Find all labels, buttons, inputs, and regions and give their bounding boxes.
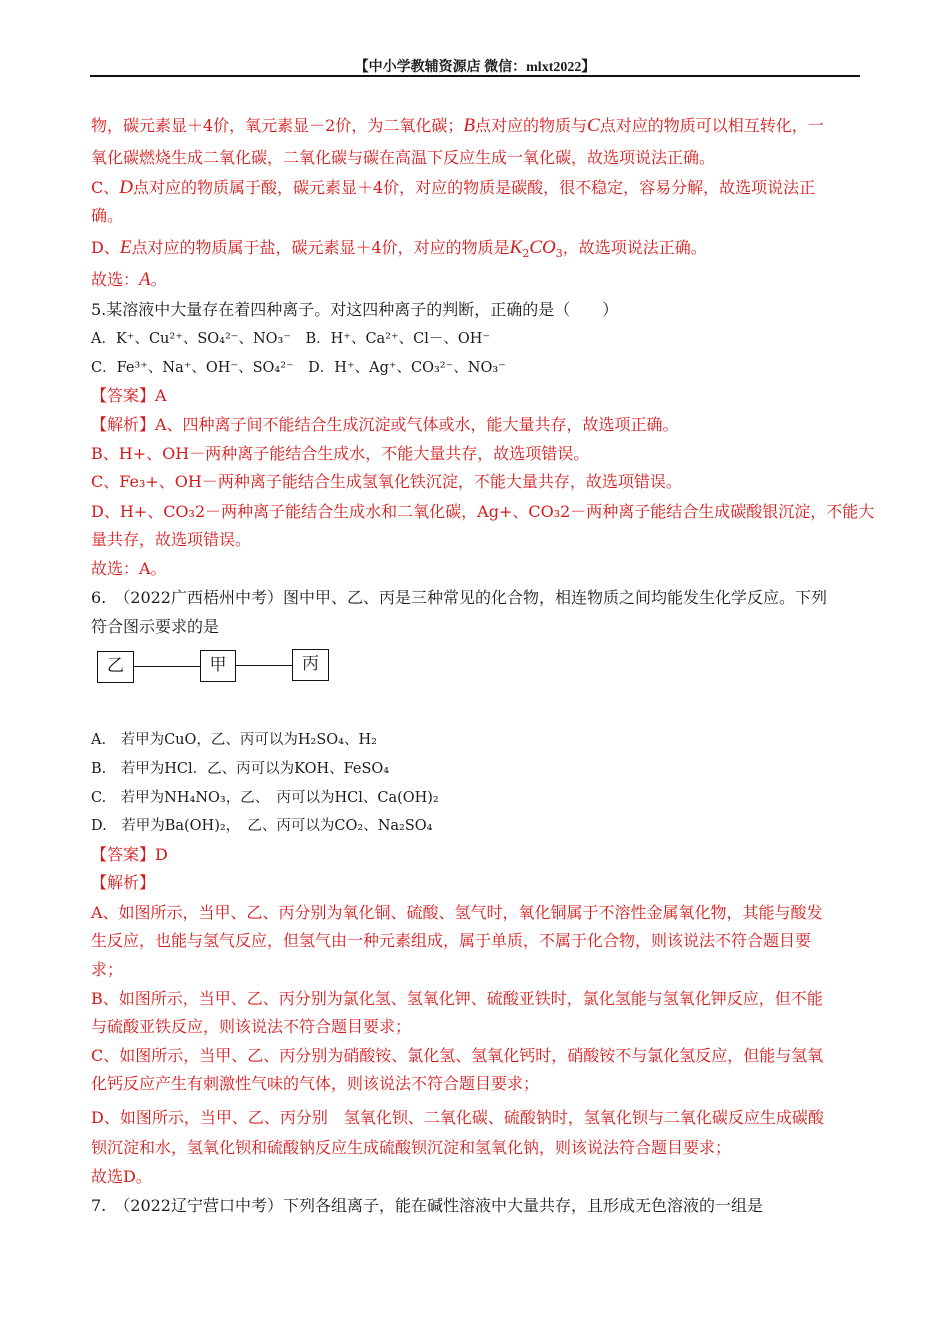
q6-stem: 符合图示要求的是 <box>91 617 220 636</box>
q6-option-d: D. 若甲为Ba(OH)₂， 乙、丙可以为CO₂、Na₂SO₄ <box>91 818 433 834</box>
q6-explanation: 与硫酸亚铁反应，则该说法不符合题目要求； <box>91 1017 412 1036</box>
q5-answer: 【答案】A <box>91 386 167 405</box>
page-header: 【中小学教辅资源店 微信：mlxt2022】 <box>354 60 596 75</box>
q6-explanation: A、如图所示，当甲、乙、丙分别为氧化铜、硫酸、氢气时，氧化铜属于不溶性金属氧化物，其能与酸发 <box>91 903 823 922</box>
q6-stem: 6. （2022广西梧州中考）图中甲、乙、丙是三种常见的化合物，相连物质之间均能发生化学反应。下列 <box>91 588 827 607</box>
q6-explanation: 钡沉淀和水，氢氧化钡和硫酸钠反应生成硫酸钡沉淀和氢氧化钠，则该说法符合题目要求； <box>91 1138 732 1157</box>
q6-option-a: A. 若甲为CuO，乙、丙可以为H₂SO₄、H₂ <box>91 732 377 748</box>
explanation-line: D、E点对应的物质属于盐，碳元素显＋4价，对应的物质是$K_2CO_3$，故选项说法正确。 <box>91 237 707 261</box>
q6-explanation: 求； <box>91 960 124 979</box>
explanation-line: C、D点对应的物质属于酸，碳元素显＋4价，对应的物质是碳酸，很不稳定，容易分解，故选项说法正 <box>91 177 816 198</box>
q6-explanation: 生反应，也能与氢气反应，但氢气由一种元素组成，属于单质，不属于化合物，则该说法不符合题目要 <box>91 931 812 950</box>
q6-answer: 【答案】D <box>91 845 168 864</box>
q6-explanation: D、如图所示，当甲、乙、丙分别 氢氧化钡、二氧化碳、硫酸钠时，氢氧化钡与二氧化碳反应生成碳酸 <box>91 1108 824 1127</box>
q5-options-ab: A．K⁺、Cu²⁺、SO₄²⁻、NO₃⁻ B．H⁺、Ca²⁺、Cl－、OH⁻ <box>91 331 491 347</box>
q6-choose: 故选D。 <box>91 1167 152 1186</box>
q6-explanation: C、如图所示，当甲、乙、丙分别为硝酸铵、氯化氢、氢氧化钙时，硝酸铵不与氯化氢反应，但能与氢氧 <box>91 1046 824 1065</box>
q5-explanation: 【解析】A、四种离子间不能结合生成沉淀或气体或水，能大量共存，故选项正确。 <box>91 415 679 434</box>
q6-explanation: 化钙反应产生有刺激性气味的气体，则该说法不符合题目要求； <box>91 1074 540 1093</box>
q5-explanation: B、H+、OH－两种离子能结合生成水，不能大量共存，故选项错误。 <box>91 444 590 463</box>
diagram-connector <box>134 666 200 667</box>
q5-explanation: D、H+、CO₃2－两种离子能结合生成水和二氧化碳，Ag+、CO₃2－两种离子能结合生成碳酸银沉淀，不能大 <box>91 502 875 521</box>
diagram-box-bing: 丙 <box>292 649 329 681</box>
q6-option-b: B. 若甲为HCl．乙、丙可以为KOH、FeSO₄ <box>91 761 390 777</box>
explanation-line: 氧化碳燃烧生成二氧化碳，二氧化碳与碳在高温下反应生成一氧化碳，故选项说法正确。 <box>91 148 716 167</box>
explanation-line: 物，碳元素显＋4价，氧元素显－2价，为二氧化碳；B点对应的物质与C点对应的物质可以相互转化，一 <box>91 115 824 136</box>
diagram-box-yi: 乙 <box>97 651 134 683</box>
q5-explanation: 量共存，故选项错误。 <box>91 530 252 549</box>
q5-choose: 故选：A。 <box>91 559 167 578</box>
q6-option-c: C. 若甲为NH₄NO₃，乙、 丙可以为HCl、Ca(OH)₂ <box>91 790 439 806</box>
q7-stem: 7. （2022辽宁营口中考）下列各组离子，能在碱性溶液中大量共存，且形成无色溶液的一组是 <box>91 1196 763 1215</box>
q6-explanation: B、如图所示，当甲、乙、丙分别为氯化氢、氢氧化钾、硫酸亚铁时，氯化氢能与氢氧化钾反应，但不能 <box>91 989 823 1008</box>
diagram-connector <box>236 665 292 666</box>
header-rule <box>90 75 860 77</box>
q5-options-cd: C．Fe³⁺、Na⁺、OH⁻、SO₄²⁻ D．H⁺、Ag⁺、CO₃²⁻、NO₃⁻ <box>91 360 506 376</box>
q6-explanation-label: 【解析】 <box>91 873 156 892</box>
q5-stem: 5.某溶液中大量存在着四种离子。对这四种离子的判断，正确的是（ ） <box>91 300 619 319</box>
explanation-line: 确。 <box>91 206 124 225</box>
q5-explanation: C、Fe₃+、OH－两种离子能结合生成氢氧化铁沉淀，不能大量共存，故选项错误。 <box>91 472 682 491</box>
diagram-box-jia: 甲 <box>200 650 236 682</box>
choice-line: 故选：A。 <box>91 269 167 290</box>
